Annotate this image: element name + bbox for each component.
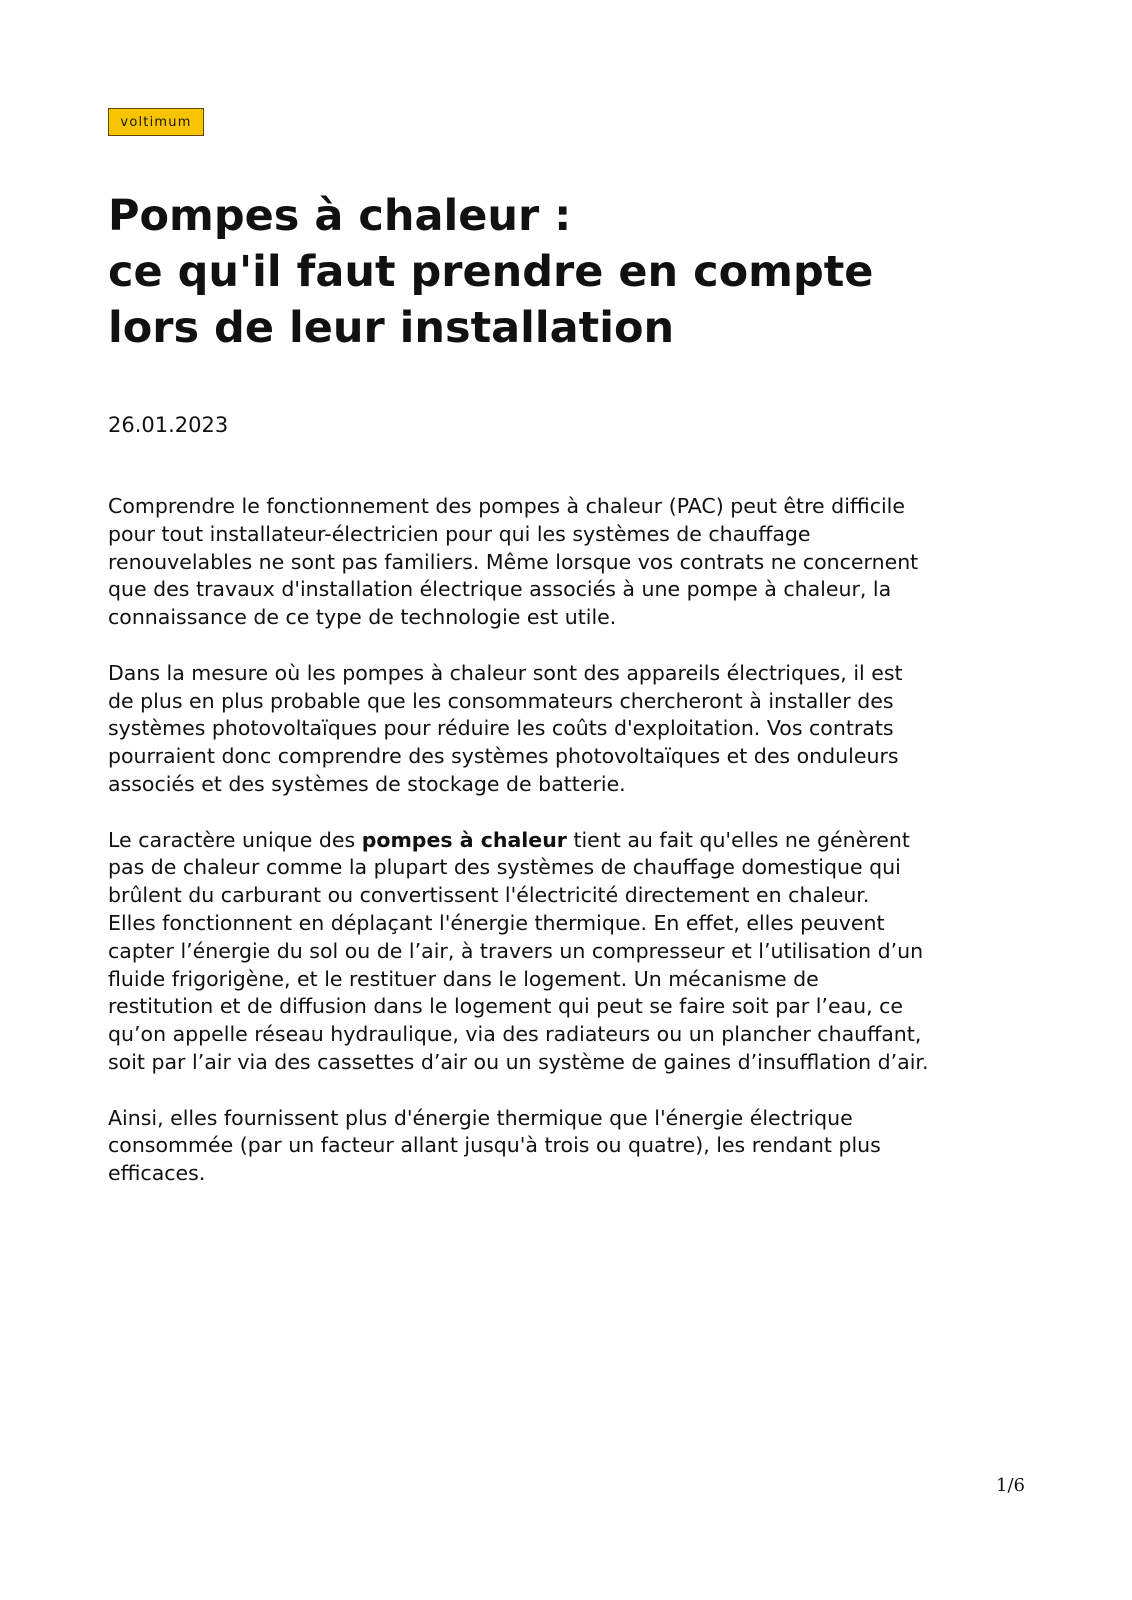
title-line: Pompes à chaleur :: [108, 191, 572, 241]
text-line: Elles fonctionnent en déplaçant l'énergie thermique. En effet, elles peuvent: [108, 910, 885, 935]
text-line: Dans la mesure où les pompes à chaleur sont des appareils électriques, il est: [108, 660, 903, 685]
text-line: [108, 827, 1068, 855]
title-line: ce qu'il faut prendre en compte: [108, 247, 874, 297]
article-title: [108, 188, 1048, 356]
text-line: brûlent du carburant ou convertissent l'électricité directement en chaleur.: [108, 883, 870, 908]
paragraph-3: [108, 827, 1068, 1077]
text-line: Comprendre le fonctionnement des pompes à chaleur (PAC) peut être difficile: [108, 494, 905, 518]
text-line: restitution et de diffusion dans le logement qui peut se faire soit par l’eau, ce: [108, 994, 904, 1019]
text-line: fluide frigorigène, et le restituer dans le logement. Un mécanisme de: [108, 966, 819, 991]
text-line: efficaces.: [108, 1161, 206, 1186]
text-line: que des travaux d'installation électrique associés à une pompe à chaleur, la: [108, 577, 892, 602]
title-line: lors de leur installation: [108, 303, 675, 353]
text-line: soit par l’air via des cassettes d’air ou un système de gaines d’insufflation d’air.: [108, 1049, 929, 1074]
text-line: connaissance de ce type de technologie est utile.: [108, 605, 617, 630]
text-line: pour tout installateur-électricien pour qui les systèmes de chauffage: [108, 521, 811, 546]
page-number: 1/6: [996, 1475, 1025, 1496]
text-segment: Le caractère unique des: [108, 827, 362, 852]
text-line: pourraient donc comprendre des systèmes photovoltaïques et des onduleurs: [108, 744, 899, 769]
text-line: qu’on appelle réseau hydraulique, via des radiateurs ou un plancher chauffant,: [108, 1022, 922, 1047]
article-date: 26.01.2023: [108, 413, 229, 437]
text-line: renouvelables ne sont pas familiers. Même lorsque vos contrats ne concernent: [108, 549, 919, 574]
text-line: consommée (par un facteur allant jusqu'à trois ou quatre), les rendant plus: [108, 1133, 881, 1158]
paragraph-4: [108, 1105, 1068, 1188]
text-line: capter l’énergie du sol ou de l’air, à travers un compresseur et l’utilisation d’un: [108, 938, 924, 963]
paragraph-1: [108, 493, 1068, 632]
text-line: pas de chaleur comme la plupart des systèmes de chauffage domestique qui: [108, 855, 901, 880]
voltimum-logo: voltimum: [108, 108, 204, 136]
bold-keyword: pompes à chaleur: [361, 827, 567, 852]
text-segment: tient au fait qu'elles ne génèrent: [566, 827, 910, 852]
text-line: Ainsi, elles fournissent plus d'énergie thermique que l'énergie électrique: [108, 1105, 853, 1130]
text-line: associés et des systèmes de stockage de batterie.: [108, 771, 626, 796]
paragraph-2: [108, 660, 1068, 799]
article-body: [108, 493, 1068, 1216]
text-line: de plus en plus probable que les consommateurs chercheront à installer des: [108, 688, 894, 713]
text-line: systèmes photovoltaïques pour réduire les coûts d'exploitation. Vos contrats: [108, 716, 894, 741]
